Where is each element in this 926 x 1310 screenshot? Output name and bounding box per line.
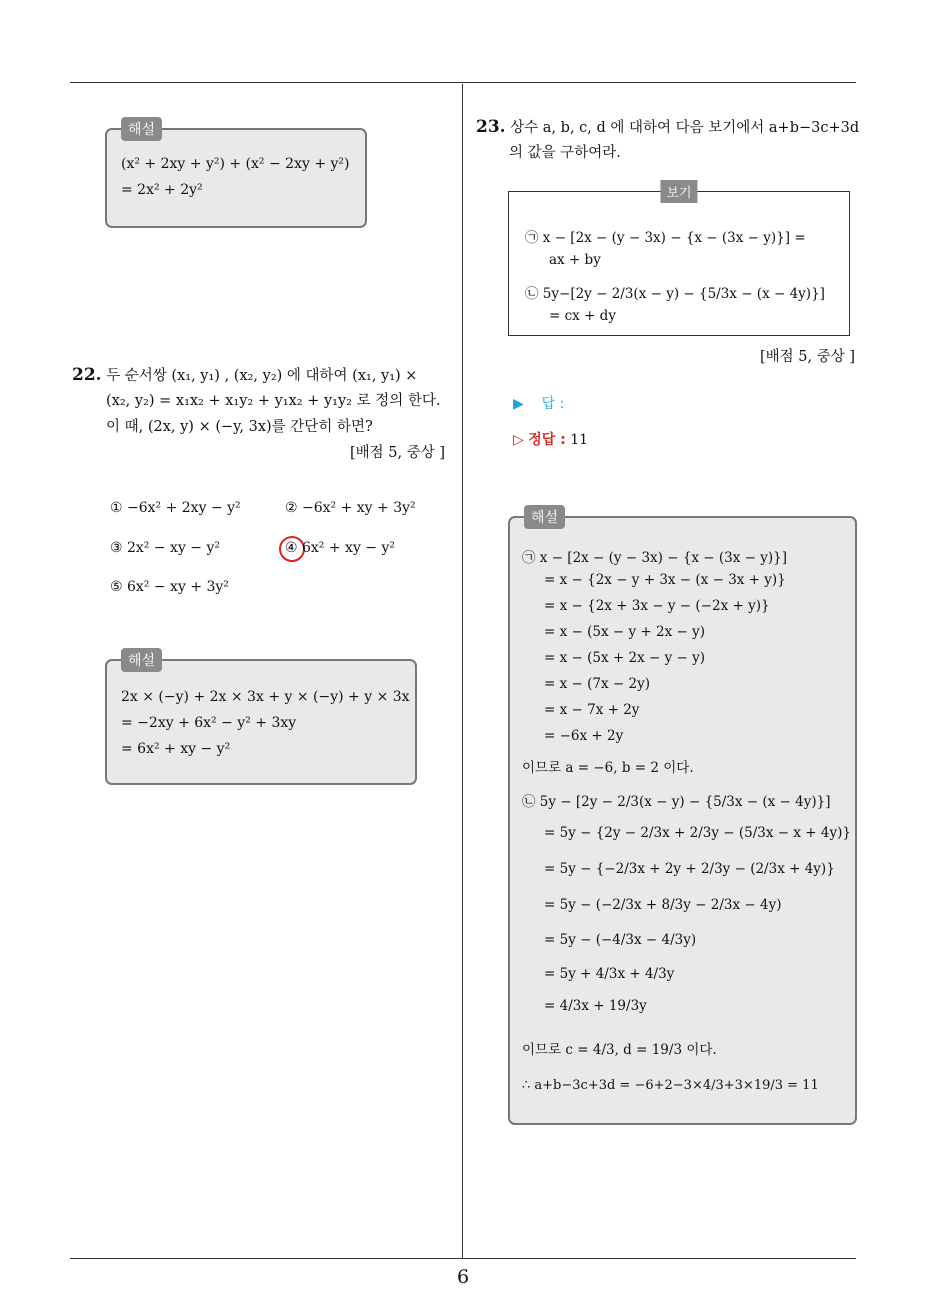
bogi-line: ax + by xyxy=(549,252,601,268)
explanation-line: ㉡ 5y − [2y − 2/3(x − y) − {5/3x − (x − 4y)}] xyxy=(522,794,831,810)
question-23 xyxy=(476,114,859,141)
bogi-line: = cx + dy xyxy=(549,308,616,324)
explanation-tag: 해설 xyxy=(121,648,162,672)
explanation-line: = x − (7x − 2y) xyxy=(544,676,650,692)
explanation-tag: 해설 xyxy=(121,117,162,141)
answer-row xyxy=(513,393,564,413)
q23-explanation-box xyxy=(508,510,857,1125)
explanation-line: = 5y − (−2/3x + 8/3y − 2/3x − 4y) xyxy=(544,897,782,913)
bogi-tag: 보기 xyxy=(660,180,697,203)
q21-explanation-box xyxy=(105,122,367,228)
outline-triangle-icon: ▷ xyxy=(513,432,524,448)
question-line: 의 값을 구하여라. xyxy=(509,145,621,161)
explanation-line: = −6x + 2y xyxy=(544,728,624,744)
question-line: 상수 a, b, c, d 에 대하여 다음 보기에서 a+b−3c+3d xyxy=(510,120,860,136)
question-line: 두 순서쌍 (x₁, y₁) , (x₂, y₂) 에 대하여 (x₁, y₁) × xyxy=(106,368,418,384)
explanation-line: = x − {2x + 3x − y − (−2x + y)} xyxy=(544,598,770,614)
top-rule xyxy=(70,82,856,83)
answer-label: 답 : xyxy=(541,396,565,412)
bogi-line: ㉡ 5y−[2y − 2/3(x − y) − {5/3x − (x − 4y)}] xyxy=(525,286,825,302)
question-line: (x₂, y₂) = x₁x₂ + x₁y₂ + y₁x₂ + y₁y₂ 로 정의 한다. xyxy=(106,393,441,409)
score-label: [배점 5, 중상 ] xyxy=(350,445,446,461)
correct-answer-row xyxy=(513,429,588,449)
explanation-line: = x − {2x − y + 3x − (x − 3x + y)} xyxy=(544,572,786,588)
question-number: 22. xyxy=(72,365,102,385)
explanation-line: = 4/3x + 19/3y xyxy=(544,998,647,1014)
explanation-line: = 6x² + xy − y² xyxy=(121,741,231,757)
explanation-tag: 해설 xyxy=(524,505,565,529)
option-5[interactable]: ⑤ 6x² − xy + 3y² xyxy=(110,579,229,595)
option-1[interactable]: ① −6x² + 2xy − y² xyxy=(110,500,241,516)
explanation-line: ㉠ x − [2x − (y − 3x) − {x − (3x − y)}] xyxy=(522,550,788,566)
question-number: 23. xyxy=(476,117,506,137)
explanation-line: 이므로 c = 4/3, d = 19/3 이다. xyxy=(522,1042,717,1058)
explanation-line: = x − (5x + 2x − y − y) xyxy=(544,650,705,666)
bottom-rule xyxy=(70,1258,856,1259)
explanation-line: (x² + 2xy + y²) + (x² − 2xy + y²) xyxy=(121,156,350,172)
column-divider xyxy=(462,84,463,1258)
explanation-line: = −2xy + 6x² − y² + 3xy xyxy=(121,715,297,731)
option-3[interactable]: ③ 2x² − xy − y² xyxy=(110,540,221,556)
explanation-line: = 2x² + 2y² xyxy=(121,182,203,198)
explanation-line: ∴ a+b−3c+3d = −6+2−3×4/3+3×19/3 = 11 xyxy=(522,1078,819,1093)
page-number: 6 xyxy=(456,1266,470,1288)
q22-explanation-box xyxy=(105,653,417,785)
correct-value: 11 xyxy=(570,432,589,448)
explanation-line: = x − 7x + 2y xyxy=(544,702,640,718)
question-22 xyxy=(72,362,417,389)
explanation-line: = 5y − (−4/3x − 4/3y) xyxy=(544,932,697,948)
bogi-line: ㉠ x − [2x − (y − 3x) − {x − (3x − y)}] = xyxy=(525,230,806,246)
option-2[interactable]: ② −6x² + xy + 3y² xyxy=(285,500,416,516)
explanation-line: 이므로 a = −6, b = 2 이다. xyxy=(522,760,694,776)
bogi-box xyxy=(508,186,850,336)
explanation-line: 2x × (−y) + 2x × 3x + y × (−y) + y × 3x xyxy=(121,689,410,705)
score-label: [배점 5, 중상 ] xyxy=(760,349,856,365)
question-line: 이 때, (2x, y) × (−y, 3x)를 간단히 하면? xyxy=(106,419,373,435)
explanation-line: = 5y − {−2/3x + 2y + 2/3y − (2/3x + 4y)} xyxy=(544,861,835,877)
correct-label: 정답 : xyxy=(528,432,566,448)
explanation-line: = 5y − {2y − 2/3x + 2/3y − (5/3x − x + 4y)} xyxy=(544,825,851,841)
play-icon: ▶ xyxy=(513,396,524,412)
explanation-line: = x − (5x − y + 2x − y) xyxy=(544,624,705,640)
explanation-line: = 5y + 4/3x + 4/3y xyxy=(544,966,675,982)
option-4[interactable]: ④ 6x² + xy − y² xyxy=(285,540,396,556)
